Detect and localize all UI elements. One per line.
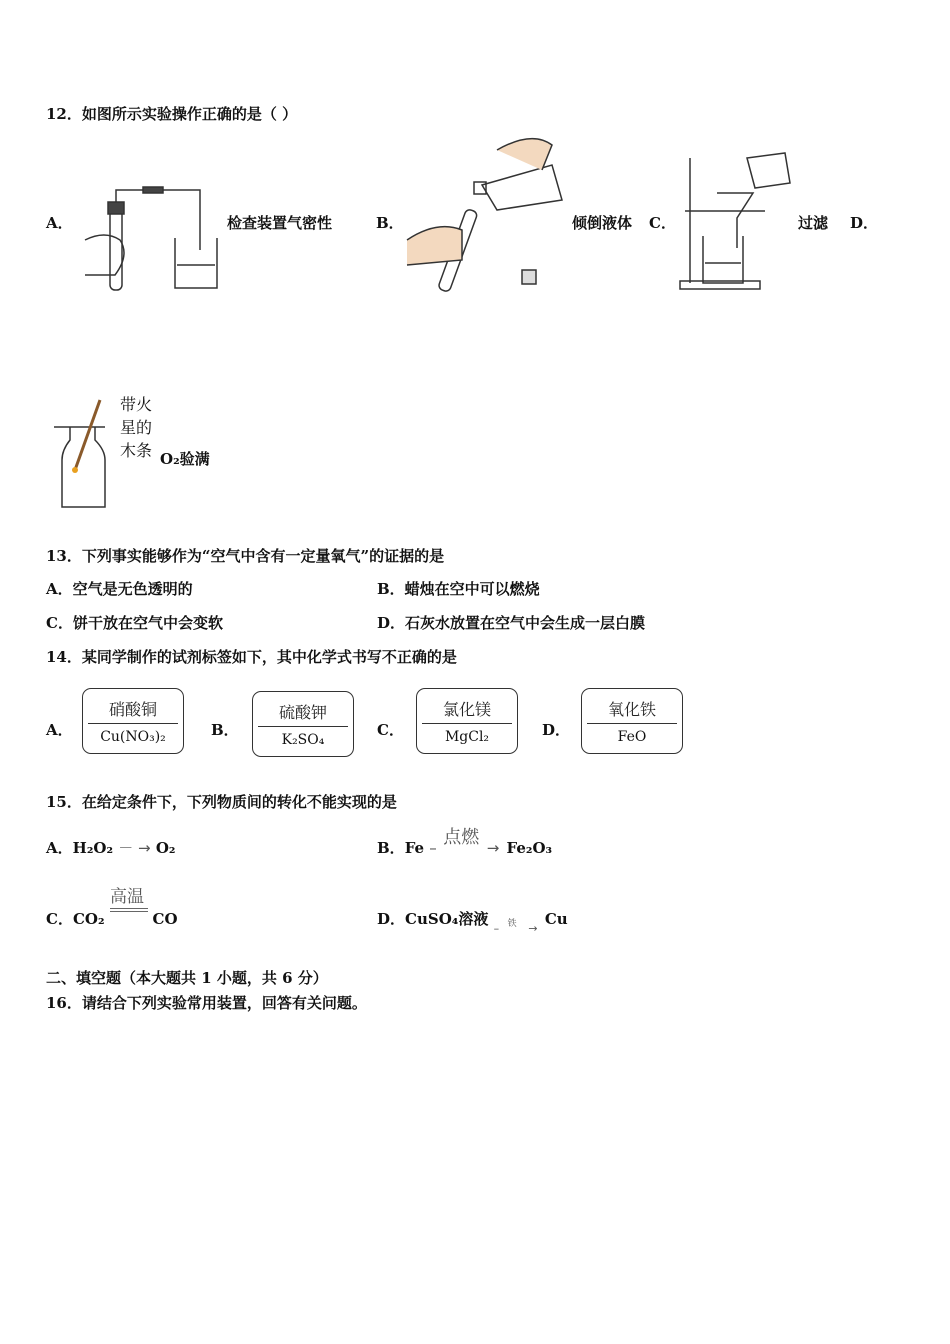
reagent-label-a — [82, 688, 184, 754]
letter: C． — [46, 910, 73, 928]
q12-option-c-letter: C． — [649, 214, 676, 232]
q12-option-c-text: 过滤 — [798, 214, 829, 232]
q15-option-d: D．CuSO₄溶液 – 铁 → Cu — [377, 910, 568, 935]
q14-letter-b: B． — [211, 721, 239, 739]
q13-option-d: D．石灰水放置在空气中会生成一层白膜 — [377, 614, 646, 632]
section-2-heading: 二、填空题（本大题共 1 小题，共 6 分） — [46, 969, 328, 987]
q12-option-a-letter: A． — [46, 214, 73, 232]
label-name: 硝酸铜 — [108, 700, 157, 719]
product: Fe₂O₃ — [506, 839, 553, 857]
wooden-splint-caption — [120, 393, 152, 462]
q15-stem: 15．在给定条件下，下列物质间的转化不能实现的是 — [46, 793, 397, 811]
q12-option-a-text: 检查装置气密性 — [227, 214, 333, 232]
q13-option-b: B．蜡烛在空中可以燃烧 — [377, 580, 540, 598]
q14-letter-a: A． — [46, 721, 73, 739]
condition: 铁 — [507, 919, 517, 929]
letter: D． — [377, 910, 406, 928]
reactant: Fe — [404, 839, 425, 857]
label-formula: FeO — [617, 729, 647, 745]
reagent-label-c — [416, 688, 518, 754]
q14-letter-d: D． — [542, 721, 571, 739]
q13-option-a: A．空气是无色透明的 — [46, 580, 193, 598]
q12-option-b-text: 倾倒液体 — [572, 214, 633, 232]
caption-line: 木条 — [120, 441, 153, 460]
q15-option-b: B．Fe – 点燃 → Fe₂O₃ — [377, 837, 552, 858]
label-formula: Cu(NO₃)₂ — [100, 729, 166, 745]
letter: A． — [46, 839, 73, 857]
caption-line: 带火 — [120, 395, 153, 414]
label-name: 氧化铁 — [607, 700, 656, 719]
caption-line: 星的 — [120, 418, 153, 437]
product: O₂ — [155, 839, 176, 857]
reactant: CO₂ — [72, 910, 105, 928]
q14-stem: 14．某同学制作的试剂标签如下，其中化学式书写不正确的是 — [46, 648, 457, 666]
label-name: 氯化镁 — [442, 700, 491, 719]
q13-option-c: C．饼干放在空气中会变软 — [46, 614, 223, 632]
condition: 点燃 — [443, 827, 480, 848]
product: Cu — [544, 910, 568, 928]
oxygen-full-test-illustration — [50, 395, 120, 510]
q14-letter-c: C． — [377, 721, 404, 739]
arrow: － → — [118, 839, 151, 857]
q12-option-d-text: O₂验满 — [160, 450, 210, 468]
q15-option-c — [46, 908, 178, 929]
label-formula: K₂SO₄ — [281, 732, 325, 748]
pour-liquid-illustration — [402, 130, 572, 295]
filtration-illustration — [675, 148, 800, 293]
q12-stem: 12．如图所示实验操作正确的是（ ） — [46, 105, 298, 123]
label-name: 硫酸钾 — [278, 703, 327, 722]
q15-option-a — [46, 837, 175, 858]
letter: B． — [377, 839, 405, 857]
reactant: CuSO₄溶液 — [405, 910, 489, 928]
reagent-label-b — [252, 691, 354, 757]
q13-stem: 13．下列事实能够作为“空气中含有一定量氧气”的证据的是 — [46, 547, 445, 565]
product: CO — [152, 910, 178, 928]
airtightness-check-illustration — [75, 180, 225, 295]
condition: 高温 — [110, 887, 144, 907]
reactant: H₂O₂ — [72, 839, 114, 857]
q12-option-b-letter: B． — [376, 214, 404, 232]
q12-option-d-letter: D． — [850, 214, 879, 232]
q16-stem: 16．请结合下列实验常用装置，回答有关问题。 — [46, 994, 367, 1012]
reagent-label-d — [581, 688, 683, 754]
label-formula: MgCl₂ — [444, 729, 490, 745]
